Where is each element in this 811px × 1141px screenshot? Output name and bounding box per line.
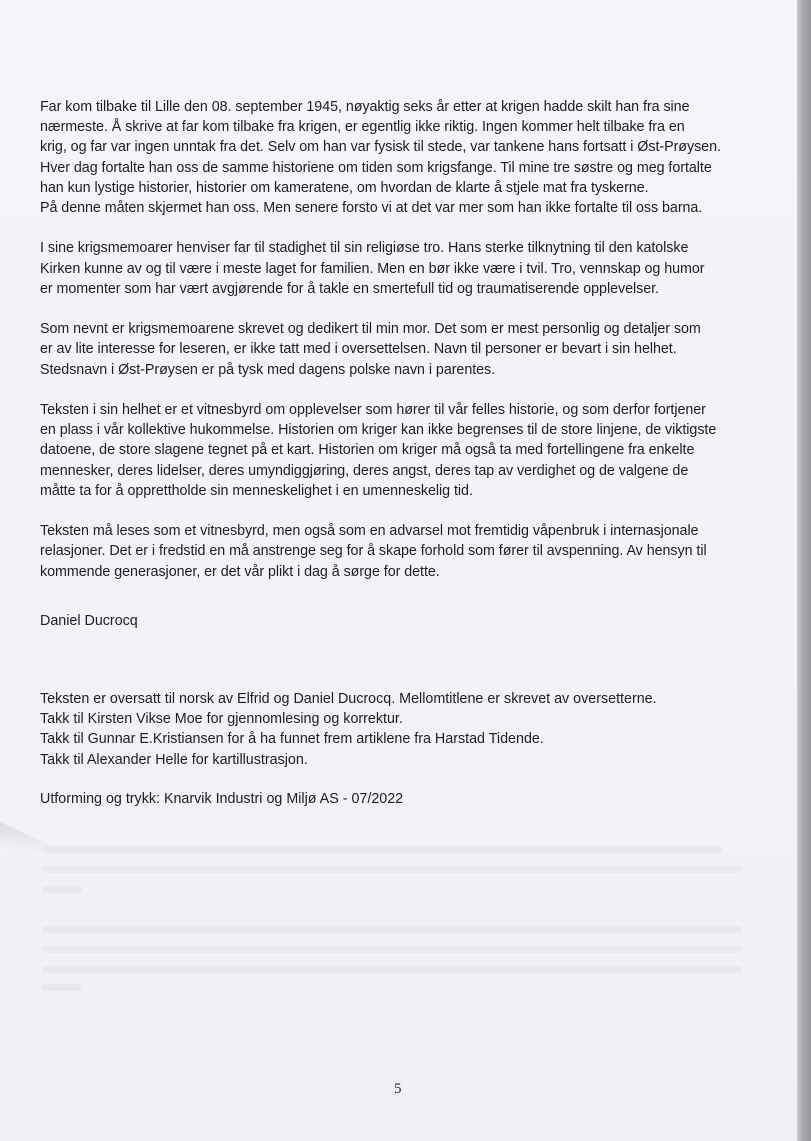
paragraph-translation-notes <box>40 319 800 380</box>
paragraph-religious-faith <box>40 238 800 299</box>
text-line: er momenter som har vært avgjørende for å takle en smertefull tid og traumatiserende opplevelser. <box>40 280 659 297</box>
page-number: 5 <box>394 1081 402 1097</box>
text-line: Som nevnt er krigsmemoarene skrevet og dedikert til min mor. Det som er mest personlig og detaljer som <box>40 321 701 338</box>
bleed-through-line <box>42 886 82 893</box>
text-line: Teksten må leses som et vitnesbyrd, men også som en advarsel mot fremtidig våpenbruk i internasjonale <box>40 523 699 540</box>
text-line: en plass i vår kollektive hukommelse. Historien om kriger kan ikke begrenses til de store linjene, de viktigste <box>40 422 717 439</box>
text-line: er av lite interesse for leseren, er ikke tatt med i oversettelsen. Navn til personer er bevart i sin helhet. <box>40 341 677 358</box>
text-line: Stedsnavn i Øst-Prøysen er på tysk med dagens polske navn i parentes. <box>40 361 496 378</box>
bleed-through-line <box>42 866 742 873</box>
text-line: I sine krigsmemoarer henviser far til stadighet til sin religiøse tro. Hans sterke tilknytning til den katolske <box>40 240 689 257</box>
page-edge-shadow <box>797 0 811 1141</box>
text-line: mennesker, deres lidelser, deres umyndiggjøring, deres angst, deres tap av verdighet og de valgene de <box>40 462 689 479</box>
text-line: Far kom tilbake til Lille den 08. september 1945, nøyaktig seks år etter at krigen hadde skilt han fra sine <box>40 99 690 115</box>
credits-block <box>40 689 657 770</box>
credit-line: Takk til Kirsten Vikse Moe for gjennomlesing og korrektur. <box>40 711 403 728</box>
text-line: Teksten i sin helhet er et vitnesbyrd om opplevelser som hører til vår felles historie, og som derfor fortjener <box>40 402 706 418</box>
text-line: Hver dag fortalte han oss de samme historiene om tiden som krigsfange. Til mine tre søstre og meg fortalte <box>40 159 712 176</box>
text-line: relasjoner. Det er i fredstid en må anstrenge seg for å skape forhold som fører til avspenning. Av hensyn til <box>40 543 707 560</box>
text-line: Kirken kunne av og til være i meste laget for familien. Men en bør ikke være i tvil. Tro, vennskap og humor <box>40 260 705 277</box>
paragraph-testimony <box>40 400 800 501</box>
text-line: krig, og far var ingen unntak fra det. Selv om han var fysisk til stede, var tankene hans fortsatt i Øst-Prøysen. <box>40 139 721 156</box>
bleed-through-line <box>42 926 742 933</box>
text-line: han kun lystige historier, historier om kameratene, om hvordan de klarte å stjele mat fra tyskerne. <box>40 179 649 196</box>
body-text <box>40 97 800 602</box>
text-line: måtte ta for å opprettholde sin menneskelighet i en umenneskelig tid. <box>40 482 473 499</box>
paper-crease <box>0 822 54 865</box>
printer-info: Utforming og trykk: Knarvik Industri og Miljø AS - 07/2022 <box>40 791 404 807</box>
bleed-through-line <box>42 846 722 853</box>
bleed-through-line <box>42 966 742 973</box>
text-line: nærmeste. Å skrive at far kom tilbake fra krigen, er egentlig ikke riktig. Ingen kommer helt tilbake fra en <box>40 119 685 136</box>
text-line: kommende generasjoner, er det vår plikt i dag å sørge for dette. <box>40 563 440 580</box>
paragraph-return-home <box>40 97 800 218</box>
credit-line: Teksten er oversatt til norsk av Elfrid og Daniel Ducrocq. Mellomtitlene er skrevet av oversetterne. <box>40 691 657 707</box>
text-line: datoene, de store slagene tegnet på et kart. Historien om kriger må også ta med fortellingene fra enkelte <box>40 442 695 459</box>
author-signature: Daniel Ducrocq <box>40 613 138 629</box>
text-line: På denne måten skjermet han oss. Men senere forsto vi at det var mer som han ikke fortalte til oss barna. <box>40 200 703 217</box>
credit-line: Takk til Gunnar E.Kristiansen for å ha funnet frem artiklene fra Harstad Tidende. <box>40 731 544 748</box>
credit-line: Takk til Alexander Helle for kartillustrasjon. <box>40 751 308 768</box>
bleed-through-line <box>42 946 742 953</box>
paragraph-warning <box>40 521 800 582</box>
bleed-through-line <box>42 984 82 991</box>
